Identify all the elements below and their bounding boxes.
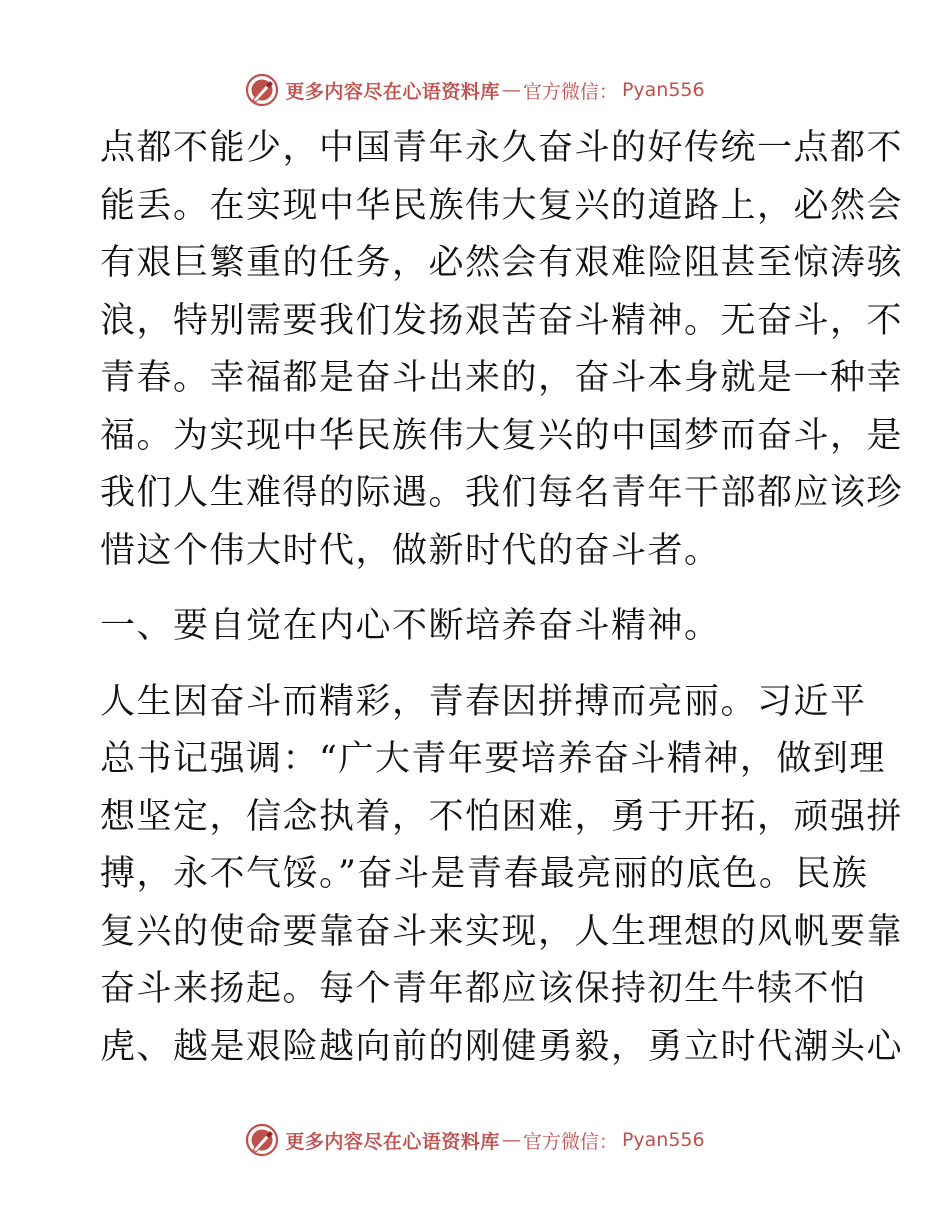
text-line: 搏，永不气馁。”奋斗是青春最亮丽的底色。民族: [100, 854, 869, 894]
footer-brand-text: 更多内容尽在心语资料库: [285, 1130, 500, 1153]
text-line: 浪，特别需要我们发扬艰苦奋斗精神。无奋斗，不: [100, 300, 904, 341]
footer-watermark: [0, 1120, 950, 1160]
header-wechat-label: 官方微信：: [522, 80, 618, 103]
header-watermark: [0, 70, 950, 110]
text-line: 福。为实现中华民族伟大复兴的中国梦而奋斗，是: [100, 415, 904, 456]
text-line: 复兴的使命要靠奋斗来实现，人生理想的风帆要靠: [100, 911, 904, 952]
text-line: 想坚定，信念执着，不怕困难，勇于开拓，顽强拼: [100, 796, 904, 837]
text-line: 我们人生难得的际遇。我们每名青年干部都应该珍: [100, 473, 904, 513]
heading-line: 一、要自觉在内心不断培养奋斗精神。: [100, 606, 721, 646]
footer-separator: —: [501, 1129, 521, 1151]
paragraph-gap: [100, 580, 848, 598]
paragraph-1: [100, 120, 904, 580]
pen-logo-icon: [245, 1123, 279, 1157]
text-line: 能丢。在实现中华民族伟大复兴的道路上，必然会: [100, 185, 904, 226]
header-brand-text: 更多内容尽在心语资料库: [285, 80, 500, 103]
footer-wechat-id: Pyan556: [621, 1129, 705, 1151]
section-heading: [100, 598, 848, 656]
header-separator: —: [501, 79, 521, 101]
text-line: 人生因奋斗而精彩，青春因拼搏而亮丽。习近平: [100, 681, 867, 722]
text-line: 虎、越是艰险越向前的刚健勇毅，勇立时代潮头心: [100, 1026, 904, 1067]
text-line: 惜这个伟大时代，做新时代的奋斗者。: [100, 530, 721, 571]
text-line: 奋斗来扬起。每个青年都应该保持初生牛犊不怕: [100, 969, 867, 1009]
text-line: 有艰巨繁重的任务，必然会有艰难险阻甚至惊涛骇: [100, 243, 904, 283]
document-body: [100, 120, 904, 1076]
text-line: 点都不能少，中国青年永久奋斗的好传统一点都不: [100, 128, 904, 168]
pen-logo-icon: [245, 73, 279, 107]
paragraph-gap: [100, 656, 848, 674]
text-line: 总书记强调：“广大青年要培养奋斗精神，做到理: [100, 739, 886, 779]
text-line: 青春。幸福都是奋斗出来的，奋斗本身就是一种幸: [100, 358, 904, 398]
header-wechat-id: Pyan556: [621, 79, 705, 101]
footer-wechat-label: 官方微信：: [522, 1130, 618, 1153]
paragraph-2: [100, 674, 904, 1077]
